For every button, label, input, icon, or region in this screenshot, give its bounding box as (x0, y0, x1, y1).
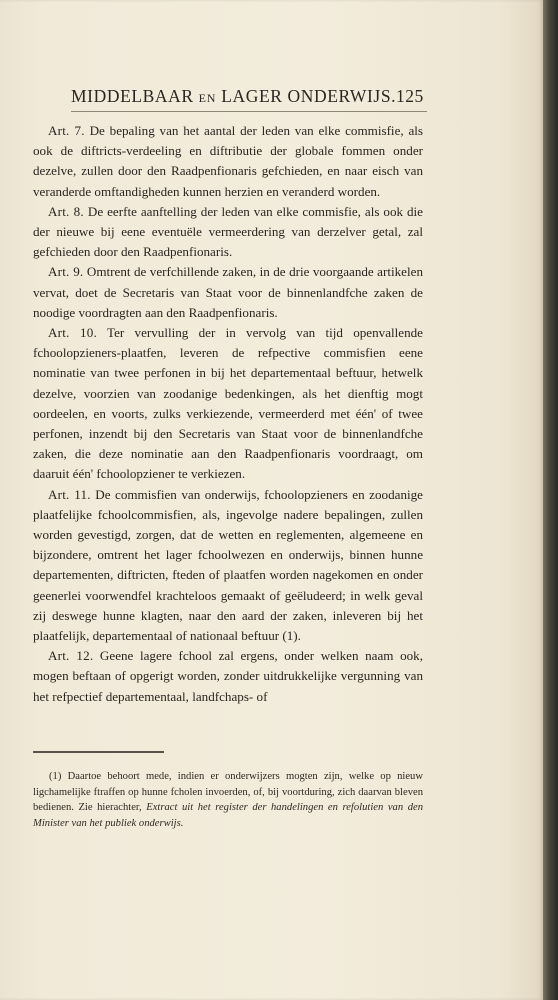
footnote (33, 769, 423, 831)
page-edge-shadow (543, 0, 558, 1000)
article-text: Omtrent de verfchillende zaken, in de drie voorgaande artikelen vervat, doet de Secretaris van Staat voor de binnenlandfche zaken de noodige voordragten aan den Raadpenfionaris. (33, 264, 423, 320)
article-text: De commisfien van onderwijs, fchoolopzieners en zoodanige plaatfelijke fchoolcommisfien, als, ingevolge nadere bepalingen, zullen worden gevestigd, zorgen, dat de wetten en reglementen, algemeene en bijzondere, omtrent het lager fchoolwezen en onderwijs, binnen hunne departementen, diftricten, fteden of plaatfen worden nagekomen en onder geenerlei voorwendfel krachteloos gemaakt of geëludeerd; in welk geval zij deswege hunne klagten, naar den aard der zaken, inleveren bij het plaatfelijk, departementaal of nationaal beftuur (1). (33, 486, 423, 644)
footnote-rule (33, 751, 164, 753)
article-label: Art. 9. (48, 264, 84, 280)
page-number: 125 (396, 86, 424, 106)
header-title-part3: LAGER ONDERWIJS. (221, 86, 397, 106)
paragraph-art-11 (33, 485, 423, 647)
body-text (33, 121, 423, 707)
running-header (71, 86, 431, 107)
article-text: De bepaling van het aantal der leden van elke commisfie, als ook de diftricts-verdeeling en diftributie der globale fommen onder dezelve, zullen door den Raadpenfionaris gefchieden, en naar eisch van veranderde omftandigheden kunnen herzien en veranderd worden. (33, 123, 424, 199)
article-label: Art. 7. (48, 123, 85, 138)
paragraph-art-7 (33, 121, 423, 202)
footnote-italic-reference: Extract uit het register der handelingen en refolutien van den Minister van het publiek onderwijs. (33, 802, 423, 829)
footnote-paragraph (33, 769, 423, 831)
paragraph-art-8 (33, 202, 423, 263)
paragraph-art-12 (33, 646, 423, 707)
article-text: Ter vervulling der in vervolg van tijd openvallende fchoolopzieners-plaatfen, leveren de refpective commisfien eene nominatie van twee perfonen in bij het departementaal beftuur, hetwelk dezelve, voorzien van zoodanige bedenkingen, als het dienftig mogt oordeelen, en voorts, zulks verkiezende, vermeerderd met één' of twee perfonen, inzendt bij den Secretaris van Staat voor de binnenlandfche zaken, die deze nominatie aan den Raadpenfionaris voordraagt, om daaruit één' fchoolopziener te verkiezen. (33, 325, 423, 482)
article-label: Art. 11. (48, 486, 91, 502)
article-label: Art. 12. (48, 648, 94, 664)
article-text: Geene lagere fchool zal ergens, onder welken naam ook, mogen beftaan of opgerigt worden, zonder uitdrukkelijke vergunning van het refpectief departementaal, landfchaps- of (33, 648, 424, 704)
paragraph-art-10 (33, 323, 423, 485)
article-label: Art. 8. (48, 203, 84, 219)
paragraph-art-9 (33, 262, 423, 323)
footnote-marker: (1) (49, 771, 62, 782)
article-label: Art. 10. (48, 325, 97, 341)
header-title-part1: MIDDELBAAR (71, 86, 194, 106)
header-title-part2: EN (198, 91, 217, 105)
footnote-text: Daartoe behoort mede, indien er onderwijzers mogten zijn, welke op nieuw ligchamelijke ftraffen op hunne fcholen invoerden, of, bij voortduring, zich daarvan bleven bedienen. Zie hierachter, (33, 771, 424, 814)
article-text: De eerfte aanftelling der leden van elke commisfie, als ook die der nieuwe bij eene eventuële vermeerdering van derzelver getal, zal gefchieden door den Raadpenfionaris. (33, 203, 423, 260)
header-rule (71, 111, 427, 112)
